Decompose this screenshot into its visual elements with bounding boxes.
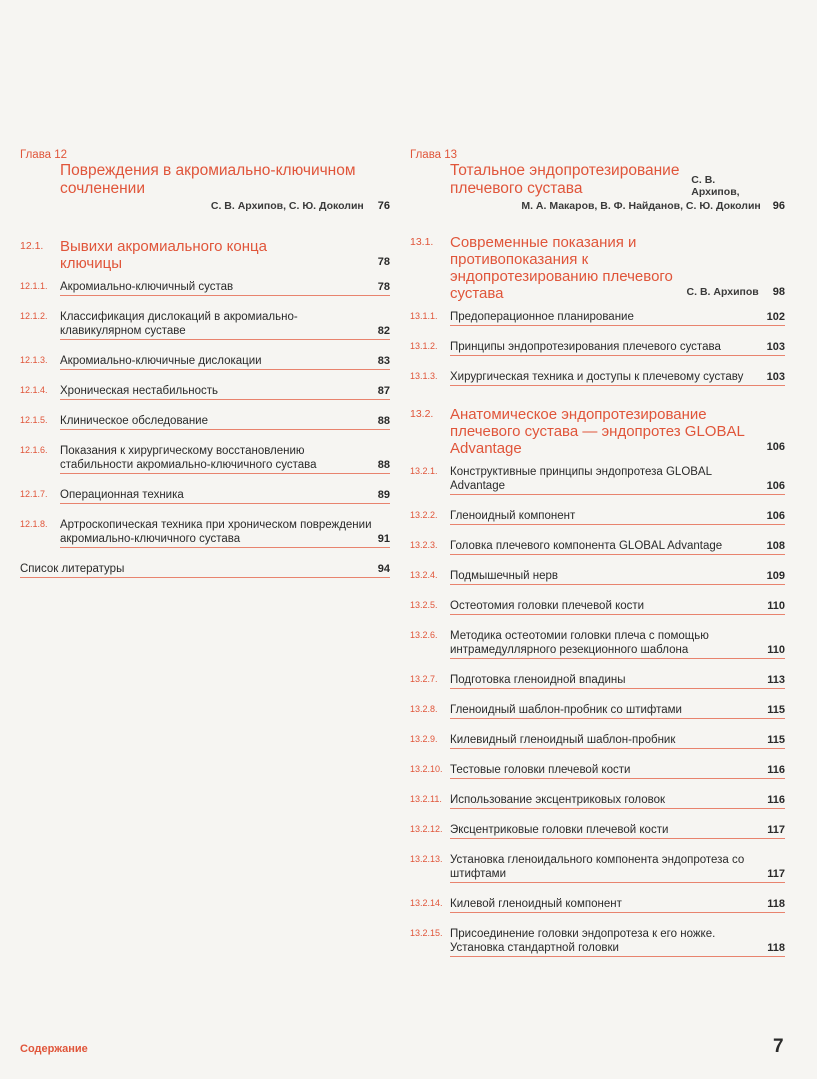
section-page: 78 bbox=[377, 256, 390, 268]
entry-number: 13.2.10. bbox=[410, 764, 443, 774]
entry-title: Акромиально-ключичные дислокации bbox=[60, 355, 262, 367]
chapter-page: 76 bbox=[377, 200, 390, 212]
toc-entry[interactable] bbox=[410, 733, 785, 749]
toc-entry[interactable] bbox=[410, 897, 785, 913]
toc-entry[interactable] bbox=[410, 599, 785, 615]
section-title: Вывихи акромиального конца ключицы bbox=[60, 238, 267, 272]
toc-entry[interactable] bbox=[20, 414, 390, 430]
bibliography-label: Список литературы bbox=[20, 563, 125, 575]
entry-title: Гленоидный компонент bbox=[450, 510, 576, 522]
entry-page: 118 bbox=[767, 898, 785, 910]
toc-entry[interactable] bbox=[410, 509, 785, 525]
bibliography-entry[interactable] bbox=[20, 562, 390, 578]
entry-title: Артроскопическая техника при хроническом повреждении акромиально-ключичного сустава bbox=[60, 519, 372, 545]
section-title: Анатомическое эндопротезирование плечевого сустава — эндопротез GLOBAL Advantage bbox=[450, 406, 745, 457]
toc-entry[interactable] bbox=[410, 793, 785, 809]
entry-number: 12.1.4. bbox=[20, 385, 48, 395]
entry-number: 12.1.1. bbox=[20, 281, 48, 291]
chapter-13-heading bbox=[410, 148, 785, 212]
page-number: 7 bbox=[773, 1036, 784, 1057]
toc-entry[interactable] bbox=[20, 354, 390, 370]
section-13-2 bbox=[410, 406, 785, 457]
entry-title: Методика остеотомии головки плеча с помощью интрамедуллярного резекционного шаблона bbox=[450, 630, 709, 656]
entry-page: 108 bbox=[766, 540, 785, 552]
entry-page: 88 bbox=[377, 459, 390, 471]
entry-number: 13.2.9. bbox=[410, 734, 438, 744]
toc-entry[interactable] bbox=[20, 310, 390, 340]
entry-number: 12.1.7. bbox=[20, 489, 48, 499]
chapter-title: Тотальное эндопротезирование плечевого сустава bbox=[450, 162, 680, 197]
entry-page: 103 bbox=[766, 371, 785, 383]
toc-entry[interactable] bbox=[410, 703, 785, 719]
entry-title: Конструктивные принципы эндопротеза GLOBAL Advantage bbox=[450, 466, 712, 492]
toc-entry[interactable] bbox=[410, 310, 785, 326]
entry-page: 91 bbox=[377, 533, 390, 545]
entry-title: Клиническое обследование bbox=[60, 415, 209, 427]
toc-entry[interactable] bbox=[410, 370, 785, 386]
section-number: 13.2. bbox=[410, 408, 434, 420]
section-title: Современные показания и противопоказания к эндопротезированию плечевого сустава bbox=[450, 234, 673, 302]
toc-left-column bbox=[20, 148, 390, 578]
toc-entry[interactable] bbox=[410, 465, 785, 495]
chapter-authors: С. В. Архипов, С. Ю. Доколин bbox=[210, 200, 364, 212]
toc-entry[interactable] bbox=[410, 927, 785, 957]
entry-number: 13.1.2. bbox=[410, 341, 438, 351]
bibliography-page: 94 bbox=[377, 563, 390, 575]
entry-title: Килевой гленоидный компонент bbox=[450, 898, 622, 910]
toc-entry[interactable] bbox=[20, 280, 390, 296]
toc-entry[interactable] bbox=[410, 629, 785, 659]
entry-page: 115 bbox=[767, 734, 785, 746]
entry-number: 12.1.8. bbox=[20, 519, 48, 529]
entry-page: 106 bbox=[766, 480, 785, 492]
toc-entry[interactable] bbox=[410, 763, 785, 779]
entry-page: 109 bbox=[766, 570, 785, 582]
chapter-page: 96 bbox=[772, 200, 785, 212]
chapter-label: Глава 13 bbox=[410, 149, 458, 161]
toc-entry-list bbox=[20, 280, 390, 548]
section-12-1 bbox=[20, 238, 390, 272]
entry-title: Операционная техника bbox=[60, 489, 184, 501]
entry-page: 110 bbox=[767, 644, 785, 656]
entry-page: 113 bbox=[767, 674, 785, 686]
entry-page: 117 bbox=[767, 868, 785, 880]
toc-entry[interactable] bbox=[20, 384, 390, 400]
section-page: 106 bbox=[766, 441, 785, 453]
entry-number: 13.2.6. bbox=[410, 630, 438, 640]
section-number: 12.1. bbox=[20, 240, 44, 252]
entry-number: 13.1.1. bbox=[410, 311, 438, 321]
entry-title: Головка плечевого компонента GLOBAL Advantage bbox=[450, 540, 723, 552]
toc-entry[interactable] bbox=[410, 340, 785, 356]
entry-page: 117 bbox=[767, 824, 785, 836]
entry-title: Хирургическая техника и доступы к плечевому суставу bbox=[450, 371, 744, 383]
entry-page: 82 bbox=[377, 325, 390, 337]
chapter-authors-line2: М. А. Макаров, В. Ф. Найданов, С. Ю. Доколин bbox=[521, 200, 761, 212]
entry-title: Установка гленоидального компонента эндопротеза со штифтами bbox=[450, 854, 745, 880]
chapter-authors-line1: С. В. Архипов, bbox=[691, 174, 740, 198]
entry-number: 13.2.8. bbox=[410, 704, 438, 714]
toc-entry-list bbox=[410, 465, 785, 957]
section-13-1 bbox=[410, 234, 785, 302]
entry-page: 87 bbox=[377, 385, 390, 397]
entry-number: 12.1.6. bbox=[20, 445, 48, 455]
chapter-label: Глава 12 bbox=[20, 149, 68, 161]
entry-number: 13.2.11. bbox=[410, 794, 442, 804]
entry-number: 13.2.5. bbox=[410, 600, 438, 610]
entry-page: 116 bbox=[767, 794, 785, 806]
toc-entry[interactable] bbox=[20, 518, 390, 548]
toc-right-column bbox=[410, 148, 785, 971]
entry-title: Акромиально-ключичный сустав bbox=[60, 281, 234, 293]
toc-entry[interactable] bbox=[410, 673, 785, 689]
entry-title: Остеотомия головки плечевой кости bbox=[450, 600, 645, 612]
entry-number: 12.1.2. bbox=[20, 311, 48, 321]
entry-title: Гленоидный шаблон-пробник со штифтами bbox=[450, 704, 682, 716]
section-page: 98 bbox=[772, 286, 785, 298]
entry-number: 13.2.15. bbox=[410, 928, 443, 938]
entry-page: 102 bbox=[766, 311, 785, 323]
chapter-12-heading bbox=[20, 148, 390, 212]
entry-number: 13.2.2. bbox=[410, 510, 438, 520]
entry-number: 13.2.14. bbox=[410, 898, 443, 908]
toc-entry[interactable] bbox=[410, 823, 785, 839]
toc-entry[interactable] bbox=[410, 539, 785, 555]
entry-page: 106 bbox=[766, 510, 785, 522]
entry-number: 13.2.4. bbox=[410, 570, 438, 580]
entry-page: 116 bbox=[767, 764, 785, 776]
entry-title: Эксцентриковые головки плечевой кости bbox=[450, 824, 669, 836]
section-authors: С. В. Архипов bbox=[686, 286, 759, 298]
entry-number: 13.2.1. bbox=[410, 466, 438, 476]
entry-page: 110 bbox=[767, 600, 785, 612]
entry-title: Принципы эндопротезирования плечевого сустава bbox=[450, 341, 721, 353]
toc-entry[interactable] bbox=[20, 488, 390, 504]
entry-number: 13.2.12. bbox=[410, 824, 443, 834]
entry-page: 78 bbox=[377, 281, 390, 293]
entry-number: 12.1.5. bbox=[20, 415, 48, 425]
entry-page: 88 bbox=[377, 415, 390, 427]
entry-title: Присоединение головки эндопротеза к его ножке. Установка стандартной головки bbox=[450, 928, 716, 954]
entry-page: 115 bbox=[767, 704, 785, 716]
chapter-title: Повреждения в акромиально-ключичном сочленении bbox=[60, 162, 356, 197]
entry-page: 118 bbox=[767, 942, 785, 954]
entry-number: 13.2.13. bbox=[410, 854, 443, 864]
entry-title: Показания к хирургическому восстановлению стабильности акромиально-ключичного сустава bbox=[60, 445, 317, 471]
entry-page: 89 bbox=[377, 489, 390, 501]
section-number: 13.1. bbox=[410, 236, 434, 248]
entry-title: Тестовые головки плечевой кости bbox=[450, 764, 631, 776]
toc-entry[interactable] bbox=[20, 444, 390, 474]
toc-entry-list bbox=[410, 310, 785, 386]
entry-title: Килевидный гленоидный шаблон-пробник bbox=[450, 734, 676, 746]
entry-title: Использование эксцентриковых головок bbox=[450, 794, 666, 806]
entry-page: 83 bbox=[377, 355, 390, 367]
footer-section-label: Содержание bbox=[20, 1043, 88, 1055]
entry-title: Предоперационное планирование bbox=[450, 311, 634, 323]
toc-entry[interactable] bbox=[410, 853, 785, 883]
entry-page: 103 bbox=[766, 341, 785, 353]
entry-number: 13.2.3. bbox=[410, 540, 438, 550]
entry-number: 13.1.3. bbox=[410, 371, 438, 381]
entry-title: Подготовка гленоидной впадины bbox=[450, 674, 626, 686]
entry-number: 13.2.7. bbox=[410, 674, 438, 684]
entry-title: Классификация дислокаций в акромиально-клавикулярном суставе bbox=[60, 311, 298, 337]
entry-title: Хроническая нестабильность bbox=[60, 385, 218, 397]
entry-title: Подмышечный нерв bbox=[450, 570, 559, 582]
entry-number: 12.1.3. bbox=[20, 355, 48, 365]
toc-entry[interactable] bbox=[410, 569, 785, 585]
